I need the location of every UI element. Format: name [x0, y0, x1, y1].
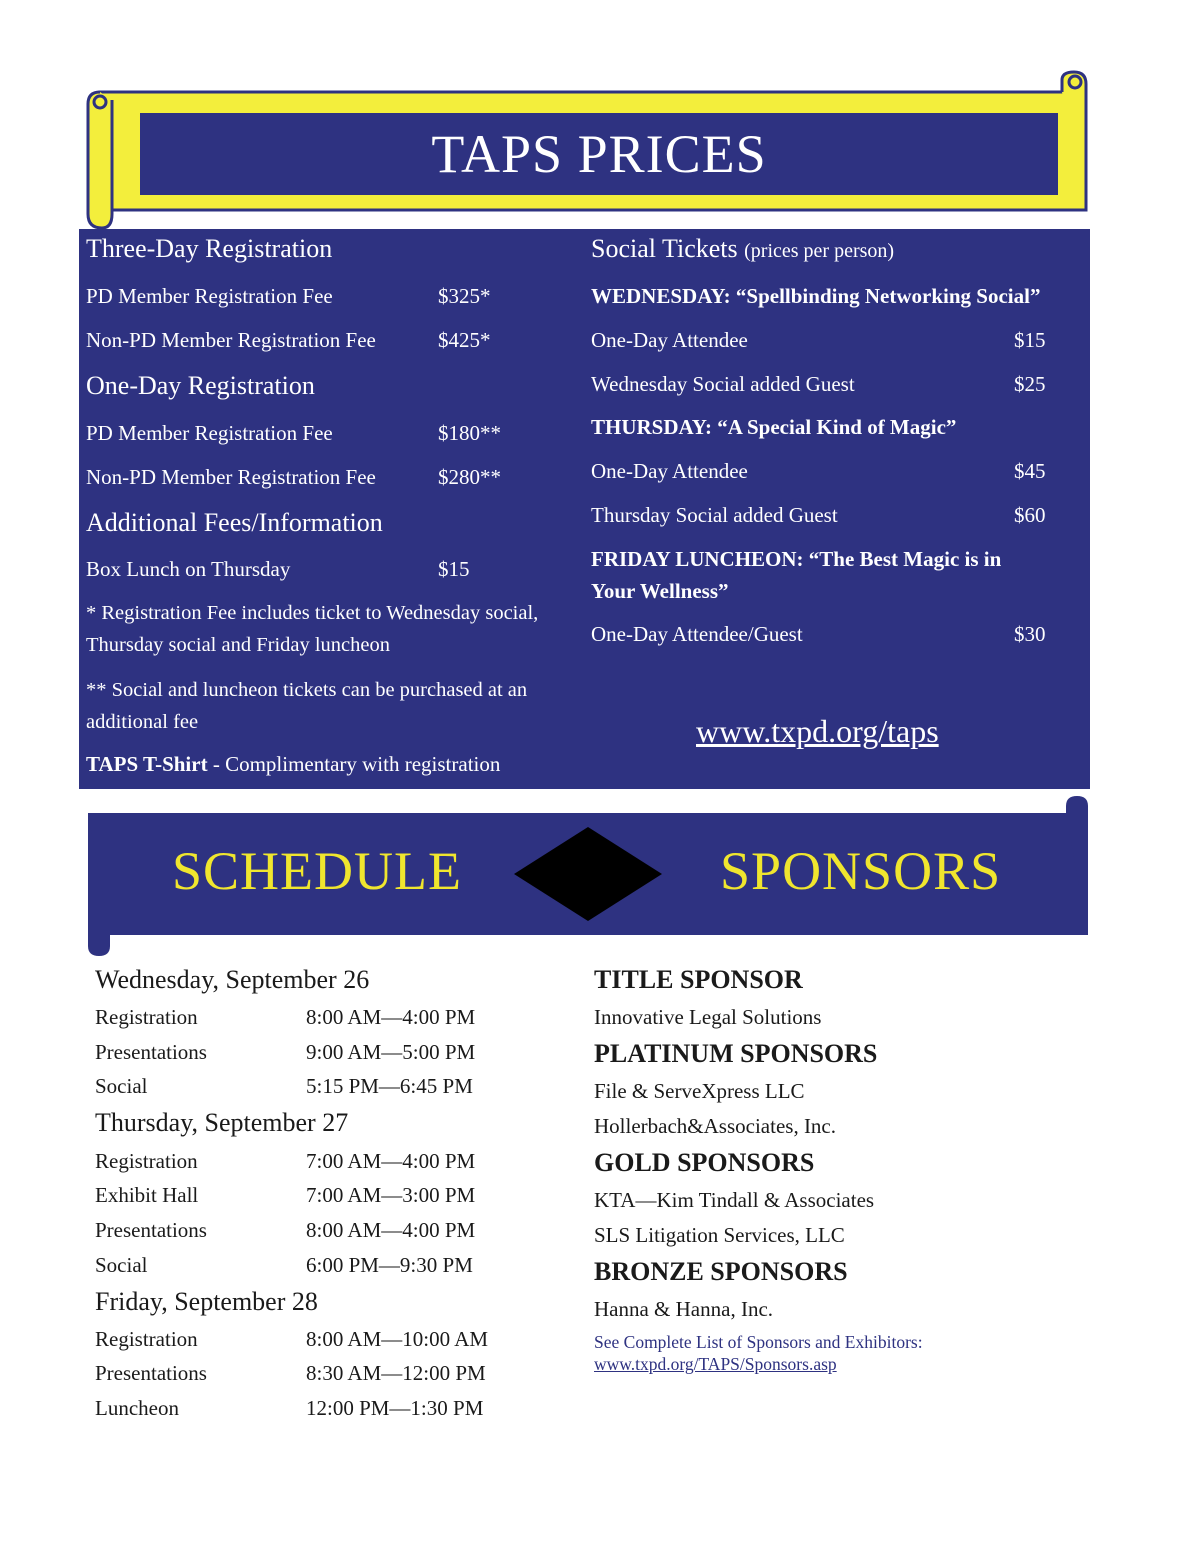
fri-attendee-price: $30 — [1014, 622, 1046, 646]
schedule-day-title: Friday, September 28 — [95, 1287, 318, 1316]
additional-heading: Additional Fees/Information — [86, 508, 383, 537]
schedule-item-time: 5:15 PM—6:45 PM — [306, 1074, 473, 1098]
schedule-item-label: Presentations — [95, 1361, 207, 1385]
schedule-item-time: 7:00 AM—4:00 PM — [306, 1149, 476, 1173]
schedule-item-time: 12:00 PM—1:30 PM — [306, 1396, 484, 1420]
sponsor-name: Innovative Legal Solutions — [594, 1005, 822, 1029]
thu-attendee-label: One-Day Attendee — [591, 459, 748, 483]
registration-note: * Registration Fee includes ticket to Wednesday social, Thursday social and Friday luncheon — [86, 602, 539, 656]
social-heading-text: Social Tickets — [591, 234, 738, 263]
wed-guest-label: Wednesday Social added Guest — [591, 372, 855, 396]
friday-luncheon-title-2: Your Wellness” — [591, 579, 729, 603]
schedule-banner-title: SCHEDULE — [172, 841, 462, 901]
schedule-day-title: Thursday, September 27 — [95, 1108, 349, 1137]
wed-guest-price: $25 — [1014, 372, 1046, 396]
social-heading — [591, 234, 894, 264]
three-day-pd-label: PD Member Registration Fee — [86, 284, 333, 308]
prices-panel — [79, 229, 1090, 789]
schedule-item-label: Presentations — [95, 1040, 207, 1064]
taps-website-link[interactable]: www.txpd.org/taps — [696, 713, 939, 749]
platinum-sponsors-heading: PLATINUM SPONSORS — [594, 1039, 878, 1068]
schedule-item-label: Registration — [95, 1327, 198, 1351]
tshirt-label: TAPS T-Shirt — [86, 752, 208, 776]
three-day-pd-price: $325* — [438, 284, 491, 308]
schedule-item-time: 8:30 AM—12:00 PM — [306, 1361, 486, 1385]
sponsors-list-link[interactable]: www.txpd.org/TAPS/Sponsors.asp — [594, 1354, 837, 1374]
sponsors-banner-title: SPONSORS — [720, 841, 1002, 901]
schedule-item-time: 8:00 AM—4:00 PM — [306, 1218, 476, 1242]
fri-attendee-label: One-Day Attendee/Guest — [591, 622, 803, 646]
one-day-heading: One-Day Registration — [86, 371, 315, 400]
thu-attendee-price: $45 — [1014, 459, 1046, 483]
social-heading-sub: (prices per person) — [744, 240, 895, 262]
sponsor-name: File & ServeXpress LLC — [594, 1079, 805, 1103]
schedule-item-time: 8:00 AM—10:00 AM — [306, 1327, 489, 1351]
schedule-item-label: Registration — [95, 1149, 198, 1173]
friday-luncheon-title-1: FRIDAY LUNCHEON: “The Best Magic is in — [591, 547, 1002, 571]
schedule-item-label: Social — [95, 1074, 148, 1098]
schedule-item-label: Exhibit Hall — [95, 1183, 199, 1207]
schedule-item-label: Social — [95, 1253, 148, 1277]
three-day-heading: Three-Day Registration — [86, 234, 333, 263]
schedule-item-time: 7:00 AM—3:00 PM — [306, 1183, 476, 1207]
schedule-item-time: 6:00 PM—9:30 PM — [306, 1253, 473, 1277]
schedule-day-title: Wednesday, September 26 — [95, 965, 370, 994]
gold-sponsors-heading: GOLD SPONSORS — [594, 1148, 815, 1177]
sponsors-link-text: See Complete List of Sponsors and Exhibitors: — [594, 1332, 923, 1352]
bronze-sponsors-heading: BRONZE SPONSORS — [594, 1257, 848, 1286]
thu-guest-price: $60 — [1014, 503, 1046, 527]
sponsor-name: SLS Litigation Services, LLC — [594, 1223, 845, 1247]
box-lunch-price: $15 — [438, 557, 470, 581]
thu-guest-label: Thursday Social added Guest — [591, 503, 838, 527]
schedule-item-time: 8:00 AM—4:00 PM — [306, 1005, 476, 1029]
wed-attendee-price: $15 — [1014, 328, 1046, 352]
schedule-item-label: Registration — [95, 1005, 198, 1029]
one-day-pd-price: $180** — [438, 421, 501, 445]
tshirt-line — [86, 752, 500, 777]
one-day-nonpd-label: Non-PD Member Registration Fee — [86, 465, 376, 489]
tickets-note: ** Social and luncheon tickets can be purchased at an additional fee — [86, 679, 528, 733]
tshirt-text: - Complimentary with registration — [207, 752, 501, 776]
schedule-item-time: 9:00 AM—5:00 PM — [306, 1040, 476, 1064]
wednesday-social-title: WEDNESDAY: “Spellbinding Networking Social” — [591, 284, 1041, 308]
three-day-nonpd-price: $425* — [438, 328, 491, 352]
thursday-social-title: THURSDAY: “A Special Kind of Magic” — [591, 415, 957, 439]
schedule-item-label: Presentations — [95, 1218, 207, 1242]
prices-banner-title: TAPS PRICES — [431, 124, 767, 184]
sponsor-name: KTA—Kim Tindall & Associates — [594, 1188, 875, 1212]
title-sponsor-heading: TITLE SPONSOR — [594, 965, 803, 994]
wed-attendee-label: One-Day Attendee — [591, 328, 748, 352]
sponsor-name: Hanna & Hanna, Inc. — [594, 1297, 774, 1321]
schedule-item-label: Luncheon — [95, 1396, 179, 1420]
one-day-nonpd-price: $280** — [438, 465, 501, 489]
one-day-pd-label: PD Member Registration Fee — [86, 421, 333, 445]
three-day-nonpd-label: Non-PD Member Registration Fee — [86, 328, 376, 352]
sponsors-list-link-line — [594, 1331, 1094, 1375]
sponsor-name: Hollerbach&Associates, Inc. — [594, 1114, 837, 1138]
box-lunch-label: Box Lunch on Thursday — [86, 557, 291, 581]
